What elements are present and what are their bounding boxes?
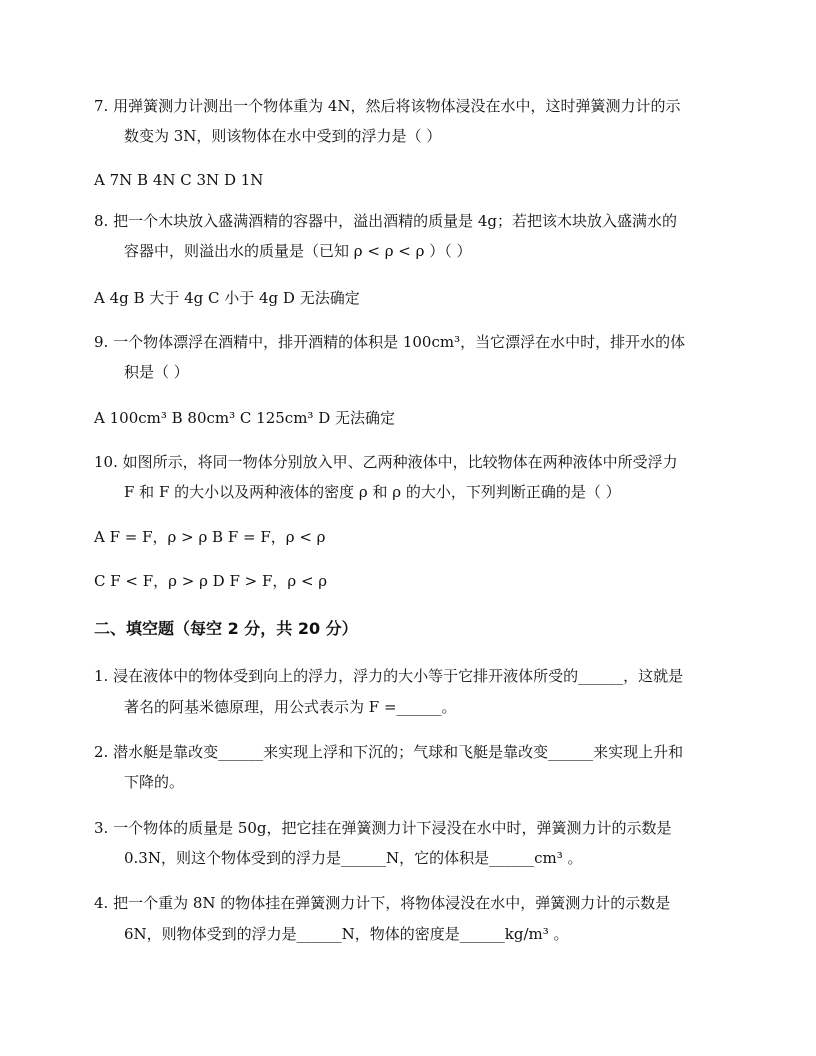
fill-item-1-line-1: 1. 浸在液体中的物体受到向上的浮力，浮力的大小等于它排开液体所受的______，这就是 — [94, 667, 684, 685]
fill-item-4-line-1: 4. 把一个重为 8N 的物体挂在弹簧测力计下，将物体浸没在水中，弹簧测力计的示数是 — [94, 894, 671, 912]
question-8-options: A 4g B 大于 4g C 小于 4g D 无法确定 — [94, 289, 360, 307]
question-7-line-2: 数变为 3N，则该物体在水中受到的浮力是（ ） — [124, 127, 442, 145]
question-7-options: A 7N B 4N C 3N D 1N — [94, 171, 264, 189]
question-9-line-1: 9. 一个物体漂浮在酒精中，排开酒精的体积是 100cm³，当它漂浮在水中时，排开水的体 — [94, 333, 686, 351]
question-10-options-cd: C F < F，ρ > ρ D F > F，ρ < ρ — [94, 572, 328, 590]
question-10-options-ab: A F = F，ρ > ρ B F = F，ρ < ρ — [94, 528, 326, 546]
question-10-line-1: 10. 如图所示，将同一物体分别放入甲、乙两种液体中，比较物体在两种液体中所受浮力 — [94, 453, 678, 471]
question-10-line-2: F 和 F 的大小以及两种液体的密度 ρ 和 ρ 的大小，下列判断正确的是（ ） — [124, 483, 621, 501]
question-8-line-2: 容器中，则溢出水的质量是（已知 ρ < ρ < ρ ）（ ） — [124, 242, 472, 260]
fill-item-2-line-1: 2. 潜水艇是靠改变______来实现上浮和下沉的；气球和飞艇是靠改变______来实现上升和 — [94, 743, 684, 761]
fill-item-4-line-2: 6N，则物体受到的浮力是______N，物体的密度是______kg/m³ 。 — [124, 925, 569, 943]
fill-item-3-line-2: 0.3N，则这个物体受到的浮力是______N，它的体积是______cm³ 。 — [124, 849, 583, 867]
question-9-line-2: 积是（ ） — [124, 363, 189, 381]
section-heading: 二、填空题（每空 2 分，共 20 分） — [94, 619, 358, 638]
fill-item-1-line-2: 著名的阿基米德原理，用公式表示为 F =______。 — [124, 698, 457, 716]
fill-item-3-line-1: 3. 一个物体的质量是 50g，把它挂在弹簧测力计下浸没在水中时，弹簧测力计的示数是 — [94, 819, 672, 837]
question-9-options: A 100cm³ B 80cm³ C 125cm³ D 无法确定 — [94, 409, 395, 427]
question-8-line-1: 8. 把一个木块放入盛满酒精的容器中，溢出酒精的质量是 4g；若把该木块放入盛满水的 — [94, 212, 677, 230]
fill-item-2-line-2: 下降的。 — [124, 773, 185, 791]
question-7-line-1: 7. 用弹簧测力计测出一个物体重为 4N，然后将该物体浸没在水中，这时弹簧测力计的示 — [94, 97, 681, 115]
